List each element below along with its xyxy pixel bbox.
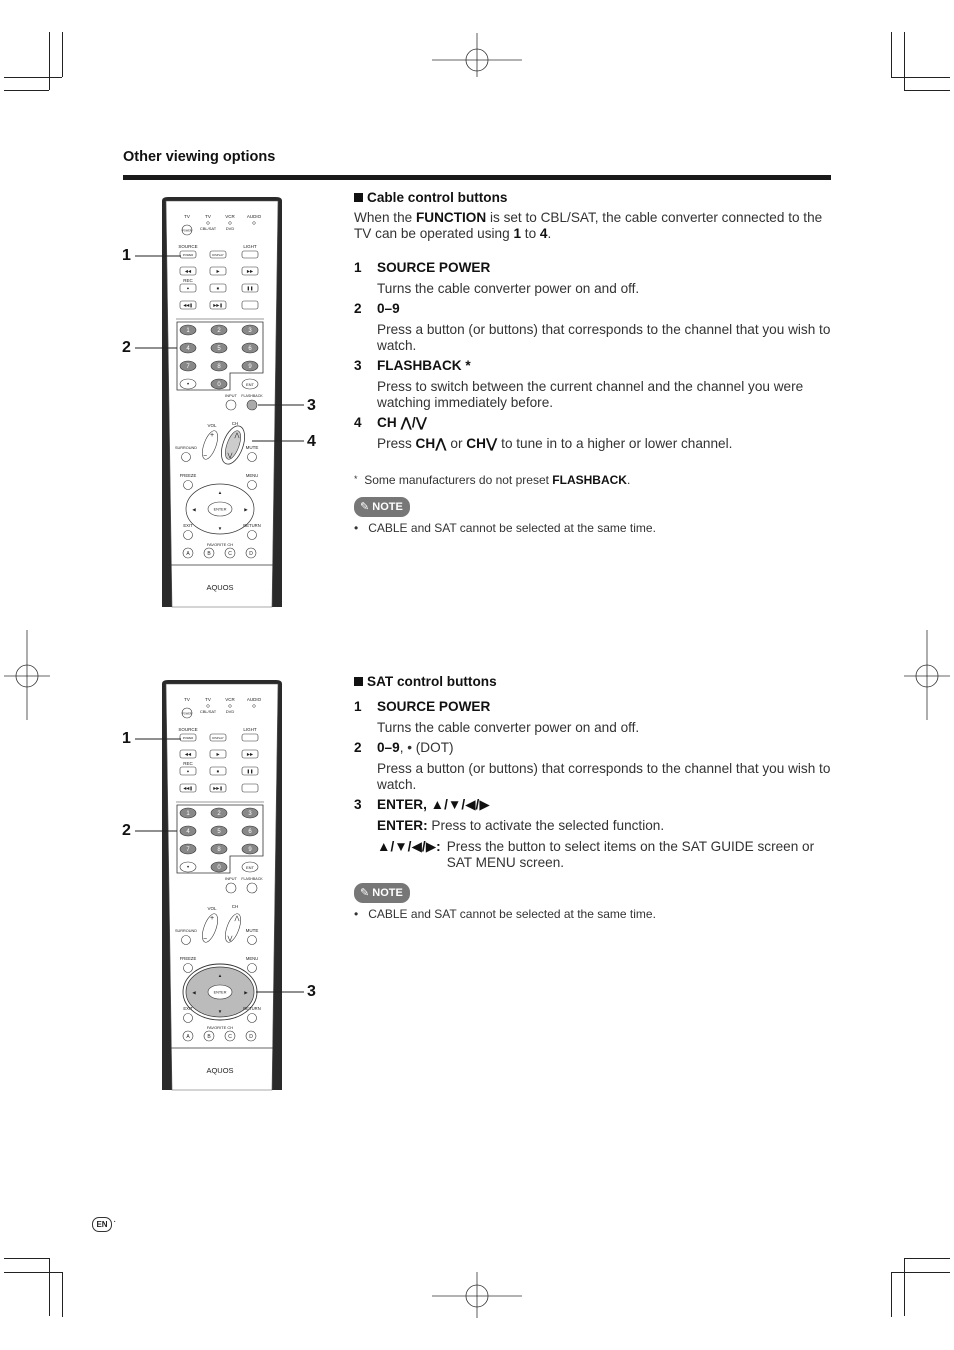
arrow-up-icon: ▲ bbox=[217, 973, 223, 978]
ch-up-icon: ⋀ bbox=[435, 436, 447, 451]
ch-up-down-icon: ⋀/⋁ bbox=[400, 415, 428, 430]
digit-label: 2 bbox=[217, 328, 221, 334]
page-title: Other viewing options bbox=[123, 149, 276, 165]
volume-down-icon: − bbox=[202, 936, 208, 943]
skip-back-icon: ◀◀❚ bbox=[183, 785, 193, 791]
list-item: 1 SOURCE POWER Turns the cable converter power on and off. bbox=[354, 260, 640, 296]
callout-3: 3 bbox=[307, 397, 316, 414]
remote-label: VCR bbox=[225, 697, 235, 702]
arrow-keys-icon: , ▲/▼/◀/▶ bbox=[423, 797, 490, 812]
remote-label: REC bbox=[183, 278, 193, 283]
remote-label: POWER bbox=[182, 229, 192, 233]
favorite-label: A bbox=[186, 551, 190, 557]
remote-label: VOL bbox=[207, 423, 217, 428]
remote-label: EXIT bbox=[183, 1006, 193, 1011]
remote-label: POWER bbox=[182, 712, 192, 716]
cable-title: Cable control buttons bbox=[354, 190, 834, 206]
remote-label: FAVORITE CH bbox=[206, 542, 234, 547]
digit-label: 8 bbox=[217, 364, 221, 370]
remote-label: CBL/SAT bbox=[199, 226, 217, 231]
callout-1: 1 bbox=[122, 730, 131, 747]
remote-label: SURROUND bbox=[175, 446, 197, 450]
digit-label: 1 bbox=[186, 811, 190, 817]
remote-label: ENT bbox=[246, 865, 254, 870]
list-item: 2 0–9 Press a button (or buttons) that corresponds to the channel that you wish to watch. bbox=[354, 301, 831, 353]
remote-label: RETURN bbox=[243, 523, 261, 528]
arrow-up-icon: ▲ bbox=[217, 490, 223, 495]
skip-back-icon: ◀◀❚ bbox=[183, 302, 193, 308]
remote-label: MUTE bbox=[245, 445, 259, 450]
pause-icon: ❚❚ bbox=[246, 768, 254, 774]
remote-label: SOURCE bbox=[178, 727, 198, 732]
remote-label: • bbox=[186, 865, 190, 871]
callout-2: 2 bbox=[122, 339, 131, 356]
digit-label: 0 bbox=[217, 382, 221, 388]
note-badge: ✎ NOTE bbox=[354, 883, 834, 903]
remote-label: MUTE bbox=[245, 928, 259, 933]
remote-label: ENT bbox=[246, 382, 254, 387]
digit-label: 6 bbox=[248, 346, 252, 352]
arrow-right-icon: ▶ bbox=[244, 990, 248, 995]
list-item: 1 SOURCE POWER Turns the cable converter power on and off. bbox=[354, 699, 640, 735]
remote-label: DVD bbox=[225, 709, 235, 714]
remote-label: AUDIO bbox=[246, 214, 262, 219]
channel-up-icon: ⋀ bbox=[234, 433, 240, 439]
remote-label: VOL bbox=[207, 906, 217, 911]
digit-label: 5 bbox=[217, 346, 221, 352]
cable-section bbox=[354, 190, 834, 535]
arrow-down-icon: ▼ bbox=[217, 1009, 223, 1014]
remote-label: ENTER bbox=[213, 990, 227, 995]
remote-label: MENU bbox=[245, 956, 259, 961]
callout-2: 2 bbox=[122, 822, 131, 839]
arrow-right-icon: ▶ bbox=[244, 507, 248, 512]
page-separator: · bbox=[113, 1216, 117, 1227]
remote-label: EXIT bbox=[183, 523, 193, 528]
ch-down-icon: ⋁ bbox=[485, 436, 498, 451]
channel-down-icon: ⋁ bbox=[227, 453, 233, 459]
digit-label: 3 bbox=[248, 811, 252, 817]
record-icon: ● bbox=[186, 285, 190, 291]
callout-1: 1 bbox=[122, 247, 131, 264]
language-badge: EN bbox=[92, 1217, 112, 1232]
arrow-down-icon: ▼ bbox=[217, 526, 223, 531]
remote-label: CH bbox=[231, 904, 239, 909]
favorite-label: C bbox=[228, 551, 232, 557]
fast-forward-icon: ▶▶ bbox=[246, 268, 254, 274]
callout-3: 3 bbox=[307, 983, 316, 1000]
remote-label: INPUT bbox=[225, 393, 237, 398]
list-item: 3 ENTER, ▲/▼/◀/▶ ENTER: Press to activate the selected function. ▲/▼/◀/▶: Press the button to select items on the SAT GUIDE screen or SAT MENU screen. bbox=[354, 797, 834, 871]
remote-label: AUDIO bbox=[246, 697, 262, 702]
remote-label: CBL/SAT bbox=[199, 709, 217, 714]
remote-label: FREEZE bbox=[179, 956, 197, 961]
remote-label: CH bbox=[231, 421, 239, 426]
digit-label: 1 bbox=[186, 328, 190, 334]
remote-label: TV bbox=[184, 214, 190, 219]
volume-down-icon: − bbox=[202, 453, 208, 460]
stop-icon: ■ bbox=[216, 285, 220, 291]
remote-label: FLASHBACK bbox=[241, 394, 263, 398]
remote-label: RETURN bbox=[243, 1006, 261, 1011]
skip-forward-icon: ▶▶❚ bbox=[213, 785, 223, 791]
volume-up-icon: + bbox=[209, 915, 215, 922]
rewind-icon: ◀◀ bbox=[184, 751, 192, 757]
digit-label: 8 bbox=[217, 847, 221, 853]
note-text: • CABLE and SAT cannot be selected at the same time. bbox=[354, 907, 656, 921]
channel-up-icon: ⋀ bbox=[234, 916, 240, 922]
remote-label: MENU bbox=[245, 473, 259, 478]
note-badge: ✎ NOTE bbox=[354, 497, 834, 517]
record-icon: ● bbox=[186, 768, 190, 774]
remote-label: FLASHBACK bbox=[241, 877, 263, 881]
digit-label: 0 bbox=[217, 865, 221, 871]
volume-up-icon: + bbox=[209, 432, 215, 439]
digit-label: 2 bbox=[217, 811, 221, 817]
remote-label: TV bbox=[205, 697, 211, 702]
sat-title: SAT control buttons bbox=[354, 674, 834, 690]
list-item: 2 0–9, • (DOT) Press a button (or buttons) that corresponds to the channel that you wish to watch. bbox=[354, 740, 831, 792]
digit-label: 6 bbox=[248, 829, 252, 835]
favorite-label: B bbox=[207, 1034, 211, 1040]
remote-label: DISPLAY bbox=[212, 736, 224, 740]
arrow-keys-desc: ▲/▼/◀/▶: Press the button to select items on the SAT GUIDE screen or SAT MENU screen. bbox=[377, 839, 815, 870]
digit-label: 5 bbox=[217, 829, 221, 835]
play-icon: ▶ bbox=[216, 268, 220, 274]
remote-label: FAVORITE CH bbox=[206, 1025, 234, 1030]
rewind-icon: ◀◀ bbox=[184, 268, 192, 274]
favorite-label: D bbox=[249, 1034, 253, 1040]
remote-label: DVD bbox=[225, 226, 235, 231]
list-item: 4 CH ⋀/⋁ Press CH⋀ or CH⋁ to tune in to a higher or lower channel. bbox=[354, 415, 733, 451]
skip-forward-icon: ▶▶❚ bbox=[213, 302, 223, 308]
remote-label: SOURCE bbox=[178, 244, 198, 249]
remote-label: FREEZE bbox=[179, 473, 197, 478]
callout-4: 4 bbox=[307, 433, 316, 450]
square-bullet-icon bbox=[354, 193, 363, 202]
arrow-left-icon: ◀ bbox=[192, 507, 196, 512]
pencil-icon: ✎ bbox=[360, 501, 370, 513]
square-bullet-icon bbox=[354, 677, 363, 686]
remote-label: ENTER bbox=[213, 507, 227, 512]
note-text: • CABLE and SAT cannot be selected at the same time. bbox=[354, 521, 656, 535]
favorite-label: D bbox=[249, 551, 253, 557]
remote-label: LIGHT bbox=[243, 244, 257, 249]
remote-label: POWER bbox=[182, 253, 194, 257]
footnote: * Some manufacturers do not preset FLASHBACK. bbox=[354, 473, 631, 487]
remote-label: REC bbox=[183, 761, 193, 766]
remote-label: LIGHT bbox=[243, 727, 257, 732]
digit-label: 7 bbox=[186, 847, 190, 853]
digit-label: 7 bbox=[186, 364, 190, 370]
fast-forward-icon: ▶▶ bbox=[246, 751, 254, 757]
remote-label: POWER bbox=[182, 736, 194, 740]
cable-intro: When the FUNCTION is set to CBL/SAT, the cable converter connected to the TV can be operated using 1 to 4. bbox=[354, 210, 823, 241]
stop-icon: ■ bbox=[216, 768, 220, 774]
remote-label: DISPLAY bbox=[212, 253, 224, 257]
remote-label: INPUT bbox=[225, 876, 237, 881]
brand-logo: AQUOS bbox=[206, 1066, 234, 1075]
remote-label: • bbox=[186, 382, 190, 388]
pause-icon: ❚❚ bbox=[246, 285, 254, 291]
list-item: 3 FLASHBACK * Press to switch between the current channel and the channel you were watching immediately before. bbox=[354, 358, 804, 410]
digit-label: 9 bbox=[248, 364, 252, 370]
sat-section bbox=[354, 674, 834, 921]
digit-label: 3 bbox=[248, 328, 252, 334]
arrow-left-icon: ◀ bbox=[192, 990, 196, 995]
remote-label: VCR bbox=[225, 214, 235, 219]
play-icon: ▶ bbox=[216, 751, 220, 757]
pencil-icon: ✎ bbox=[360, 887, 370, 899]
favorite-label: A bbox=[186, 1034, 190, 1040]
channel-down-icon: ⋁ bbox=[227, 936, 233, 942]
favorite-label: C bbox=[228, 1034, 232, 1040]
remote-label: TV bbox=[184, 697, 190, 702]
digit-label: 9 bbox=[248, 847, 252, 853]
brand-logo: AQUOS bbox=[206, 583, 234, 592]
digit-label: 4 bbox=[186, 829, 190, 835]
digit-label: 4 bbox=[186, 346, 190, 352]
favorite-label: B bbox=[207, 551, 211, 557]
remote-label: TV bbox=[205, 214, 211, 219]
remote-label: SURROUND bbox=[175, 929, 197, 933]
